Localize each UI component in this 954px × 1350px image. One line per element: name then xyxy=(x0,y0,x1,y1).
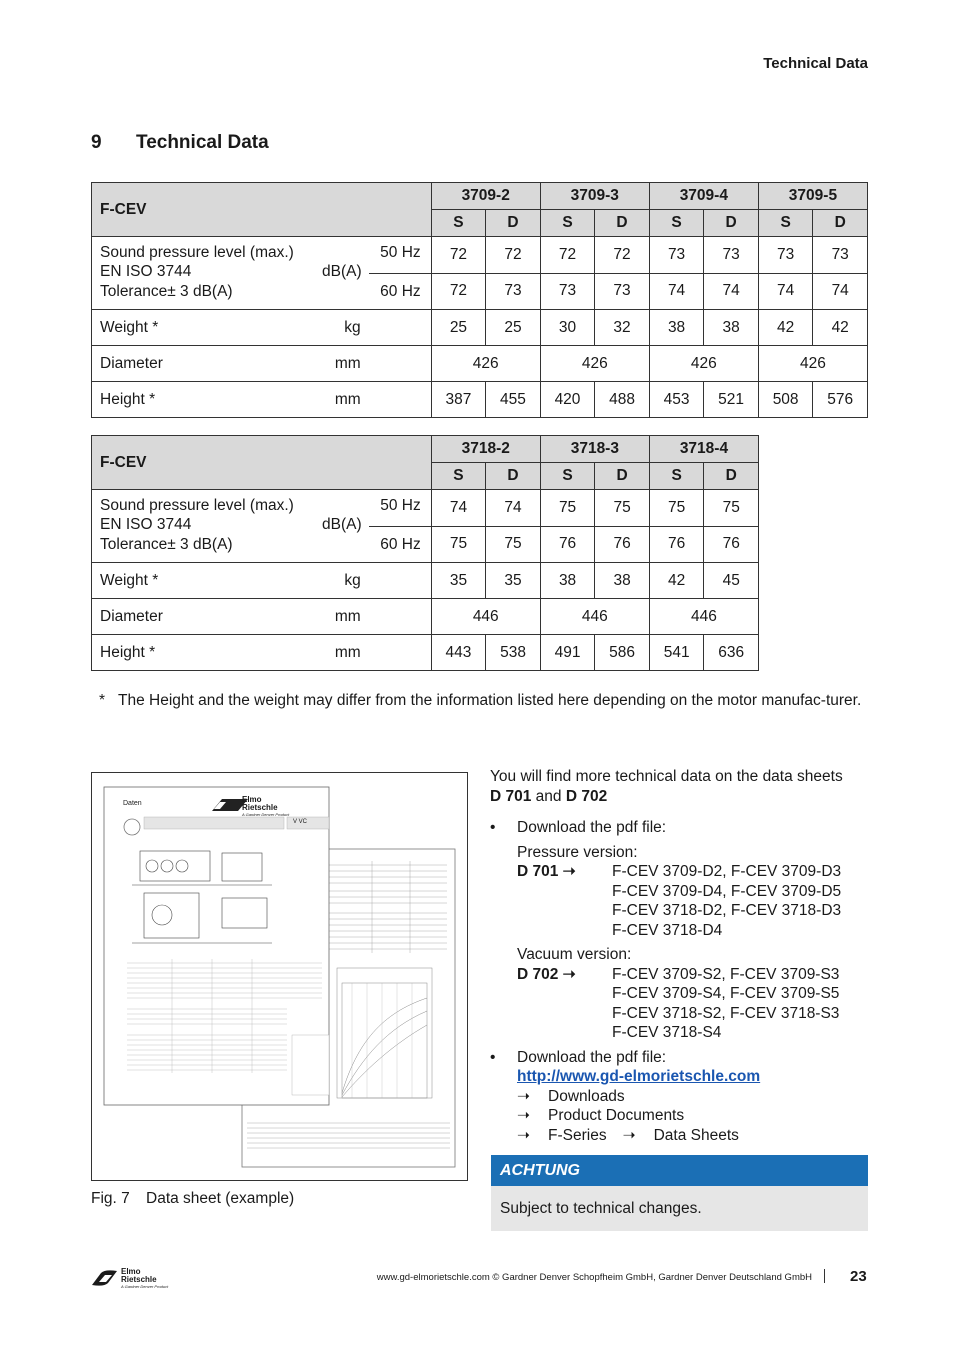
nav-step: ➝ F-Series ➝ Data Sheets xyxy=(517,1126,739,1144)
weight-label-cell xyxy=(92,310,432,346)
download-item xyxy=(490,1048,870,1146)
sound-60hz-value: 76 xyxy=(540,526,595,563)
weight-value: 42 xyxy=(813,310,868,346)
sound-60hz-value: 73 xyxy=(486,273,541,310)
tolerance-label: Tolerance± 3 dB(A) xyxy=(100,536,233,553)
model-header: 3709-3 xyxy=(540,183,649,210)
height-value: 541 xyxy=(649,635,704,671)
sound-50hz-value: 72 xyxy=(540,237,595,274)
variant-header: D xyxy=(595,463,650,490)
arrow-icon: ➝ xyxy=(517,1087,530,1105)
weight-value: 30 xyxy=(540,310,595,346)
height-value: 508 xyxy=(758,382,813,418)
sound-50hz-value: 75 xyxy=(704,490,759,527)
arrow-icon: ➝ xyxy=(517,1126,530,1144)
footnote xyxy=(99,690,869,711)
height-value: 576 xyxy=(813,382,868,418)
weight-value: 38 xyxy=(540,563,595,599)
weight-value: 25 xyxy=(431,310,486,346)
arrow-icon: ➝ xyxy=(622,1126,636,1144)
pressure-list xyxy=(517,862,870,940)
sound-60hz-value: 74 xyxy=(813,273,868,310)
model-header: 3709-5 xyxy=(758,183,867,210)
weight-value: 42 xyxy=(649,563,704,599)
diameter-value: 446 xyxy=(431,599,540,635)
logo-sub: A Gardner Denver Product xyxy=(121,1284,169,1289)
diameter-value: 426 xyxy=(431,346,540,382)
weight-unit: kg xyxy=(344,318,361,336)
variant-header: S xyxy=(758,210,813,237)
sound-unit: dB(A) xyxy=(322,516,362,533)
sound-60hz-value: 73 xyxy=(595,273,650,310)
sound-50hz-value: 74 xyxy=(431,490,486,527)
weight-value: 42 xyxy=(758,310,813,346)
weight-value: 35 xyxy=(431,563,486,599)
divider xyxy=(369,273,431,274)
height-label-cell xyxy=(92,382,432,418)
standard-label: EN ISO 3744 xyxy=(100,263,192,280)
variant-header: D xyxy=(704,463,759,490)
sound-60hz-value: 72 xyxy=(431,273,486,310)
model-header: 3709-2 xyxy=(431,183,540,210)
achtung-note xyxy=(491,1155,868,1231)
weight-value: 38 xyxy=(595,563,650,599)
sound-60hz-value: 75 xyxy=(431,526,486,563)
height-label-cell xyxy=(92,635,432,671)
variant-header: S xyxy=(431,210,486,237)
nav-step: ➝ Downloads xyxy=(517,1087,625,1105)
sound-60hz-value: 73 xyxy=(540,273,595,310)
sound-50hz-value: 73 xyxy=(649,237,704,274)
sheet-brand-sub: A Gardner Denver Product xyxy=(242,812,290,817)
sound-50hz-value: 72 xyxy=(595,237,650,274)
pressure-item: F-CEV 3709-D4, F-CEV 3709-D5 xyxy=(612,882,842,900)
sheet-title: Daten xyxy=(123,800,142,807)
sound-50hz-value: 73 xyxy=(758,237,813,274)
pressure-item: F-CEV 3709-D2, F-CEV 3709-D3 xyxy=(612,863,842,880)
note-title: ACHTUNG xyxy=(491,1155,868,1186)
model-header: 3718-2 xyxy=(431,436,540,463)
weight-label-cell xyxy=(92,563,432,599)
note-text: Subject to technical changes. xyxy=(491,1186,868,1231)
weight-value: 38 xyxy=(649,310,704,346)
weight-label: Weight * xyxy=(100,571,159,589)
intro-codes: D 701 and D 702 xyxy=(490,787,608,805)
sound-50hz-value: 75 xyxy=(595,490,650,527)
diameter-unit: mm xyxy=(334,607,361,625)
weight-unit: kg xyxy=(344,571,361,589)
download-label: Download the pdf file: xyxy=(517,819,667,836)
pressure-item: F-CEV 3718-D4 xyxy=(612,921,723,939)
bullet-marker: • xyxy=(490,1048,496,1066)
running-header: Technical Data xyxy=(763,55,868,72)
height-value: 488 xyxy=(595,382,650,418)
sound-50hz-value: 74 xyxy=(486,490,541,527)
diameter-label: Diameter xyxy=(100,607,163,625)
sound-50hz-value: 75 xyxy=(540,490,595,527)
bullet-marker: • xyxy=(490,819,496,836)
diameter-label-cell xyxy=(92,346,432,382)
tolerance-label: Tolerance± 3 dB(A) xyxy=(100,283,233,300)
weight-value: 45 xyxy=(704,563,759,599)
technical-data-table-3709 xyxy=(91,182,868,418)
figure-caption xyxy=(91,1190,294,1208)
diameter-value: 426 xyxy=(649,346,758,382)
variant-header: S xyxy=(431,463,486,490)
intro-text: You will find more technical data on the data sheets xyxy=(490,768,843,785)
diameter-label-cell xyxy=(92,599,432,635)
sound-60hz-value: 74 xyxy=(704,273,759,310)
variant-header: D xyxy=(813,210,868,237)
variant-header: S xyxy=(540,210,595,237)
website-link[interactable]: http://www.gd-elmorietschle.com xyxy=(517,1068,761,1085)
technical-data-table-3718 xyxy=(91,435,759,671)
diameter-value: 426 xyxy=(758,346,867,382)
footer-divider xyxy=(824,1269,825,1283)
figure-caption-text: Data sheet (example) xyxy=(146,1190,295,1207)
footer-copyright: www.gd-elmorietschle.com © Gardner Denver Schopfheim GmbH, Gardner Denver Deutschland GmbH xyxy=(376,1272,812,1283)
page-number: 23 xyxy=(850,1268,867,1285)
model-header: 3718-3 xyxy=(540,436,649,463)
logo-text: Elmo Rietschle xyxy=(121,1267,157,1284)
sound-unit: dB(A) xyxy=(322,263,362,280)
section-number: 9 xyxy=(91,132,102,153)
section-title-text: Technical Data xyxy=(136,132,269,153)
height-value: 586 xyxy=(595,635,650,671)
download-label: Download the pdf file: xyxy=(517,1048,667,1066)
frequency-60hz: 60 Hz xyxy=(380,536,421,553)
diameter-unit: mm xyxy=(334,354,361,372)
height-value: 387 xyxy=(431,382,486,418)
sound-60hz-value: 76 xyxy=(595,526,650,563)
variant-header: D xyxy=(595,210,650,237)
company-logo xyxy=(91,1267,169,1290)
divider xyxy=(369,526,431,527)
vacuum-item: F-CEV 3718-S2, F-CEV 3718-S3 xyxy=(612,1004,840,1022)
diameter-label: Diameter xyxy=(100,354,163,372)
vacuum-label: Vacuum version: xyxy=(517,946,632,963)
footer-site: www.gd-elmorietschle.com xyxy=(376,1272,490,1283)
sound-label: Sound pressure level (max.) xyxy=(100,497,294,514)
variant-header: S xyxy=(649,210,704,237)
weight-value: 25 xyxy=(486,310,541,346)
frequency-60hz: 60 Hz xyxy=(380,283,421,300)
sheet-brand: Elmo Rietschle xyxy=(242,795,278,812)
pressure-code: D 701 ➝ xyxy=(517,863,576,880)
vacuum-item: F-CEV 3709-S4, F-CEV 3709-S5 xyxy=(612,985,840,1002)
datasheet-info xyxy=(490,767,870,1145)
height-value: 443 xyxy=(431,635,486,671)
sound-50hz-value: 73 xyxy=(813,237,868,274)
vacuum-code: D 702 ➝ xyxy=(517,965,576,983)
height-label: Height * xyxy=(100,390,156,408)
standard-label: EN ISO 3744 xyxy=(100,516,192,533)
table-product-header: F-CEV xyxy=(92,436,432,490)
variant-header: S xyxy=(540,463,595,490)
height-value: 521 xyxy=(704,382,759,418)
footnote-marker: * xyxy=(99,692,106,709)
footnote-text: The Height and the weight may differ from the information listed here depending on the motor manufac-turer. xyxy=(118,692,862,709)
pressure-label: Pressure version: xyxy=(517,843,638,861)
model-header: 3718-4 xyxy=(649,436,758,463)
figure-number: Fig. 7 xyxy=(91,1190,130,1207)
height-unit: mm xyxy=(334,390,361,408)
section-title xyxy=(91,132,269,154)
height-value: 453 xyxy=(649,382,704,418)
height-value: 538 xyxy=(486,635,541,671)
sheet-mini-label: V VC xyxy=(293,819,308,825)
frequency-50hz: 50 Hz xyxy=(380,497,421,514)
sound-50hz-value: 75 xyxy=(649,490,704,527)
sound-50hz-value: 72 xyxy=(486,237,541,274)
vacuum-item: F-CEV 3718-S4 xyxy=(612,1024,722,1041)
height-unit: mm xyxy=(334,643,361,661)
diameter-value: 446 xyxy=(540,599,649,635)
datasheet-figure xyxy=(91,772,468,1181)
nav-step: ➝ Product Documents xyxy=(517,1107,685,1124)
logo-mark-icon xyxy=(91,1270,121,1286)
vacuum-list xyxy=(517,965,870,1043)
datasheet-illustration xyxy=(92,773,467,1180)
sound-50hz-value: 73 xyxy=(704,237,759,274)
height-value: 420 xyxy=(540,382,595,418)
sound-label: Sound pressure level (max.) xyxy=(100,244,294,261)
variant-header: D xyxy=(486,463,541,490)
height-value: 491 xyxy=(540,635,595,671)
sound-50hz-value: 72 xyxy=(431,237,486,274)
height-value: 455 xyxy=(486,382,541,418)
sound-60hz-value: 75 xyxy=(486,526,541,563)
table-product-header: F-CEV xyxy=(92,183,432,237)
vacuum-item: F-CEV 3709-S2, F-CEV 3709-S3 xyxy=(612,965,840,983)
diameter-value: 446 xyxy=(649,599,758,635)
model-header: 3709-4 xyxy=(649,183,758,210)
frequency-50hz: 50 Hz xyxy=(380,244,421,261)
sound-60hz-value: 76 xyxy=(649,526,704,563)
sound-60hz-value: 74 xyxy=(649,273,704,310)
diameter-value: 426 xyxy=(540,346,649,382)
weight-value: 38 xyxy=(704,310,759,346)
download-item xyxy=(490,818,870,838)
pressure-item: F-CEV 3718-D2, F-CEV 3718-D3 xyxy=(612,902,842,919)
height-label: Height * xyxy=(100,643,156,661)
sound-60hz-value: 74 xyxy=(758,273,813,310)
weight-value: 35 xyxy=(486,563,541,599)
sound-60hz-value: 76 xyxy=(704,526,759,563)
height-value: 636 xyxy=(704,635,759,671)
weight-label: Weight * xyxy=(100,318,159,336)
variant-header: S xyxy=(649,463,704,490)
weight-value: 32 xyxy=(595,310,650,346)
arrow-icon: ➝ xyxy=(517,1107,530,1124)
sound-pressure-label-cell xyxy=(92,237,432,310)
variant-header: D xyxy=(704,210,759,237)
sound-pressure-label-cell xyxy=(92,490,432,563)
variant-header: D xyxy=(486,210,541,237)
